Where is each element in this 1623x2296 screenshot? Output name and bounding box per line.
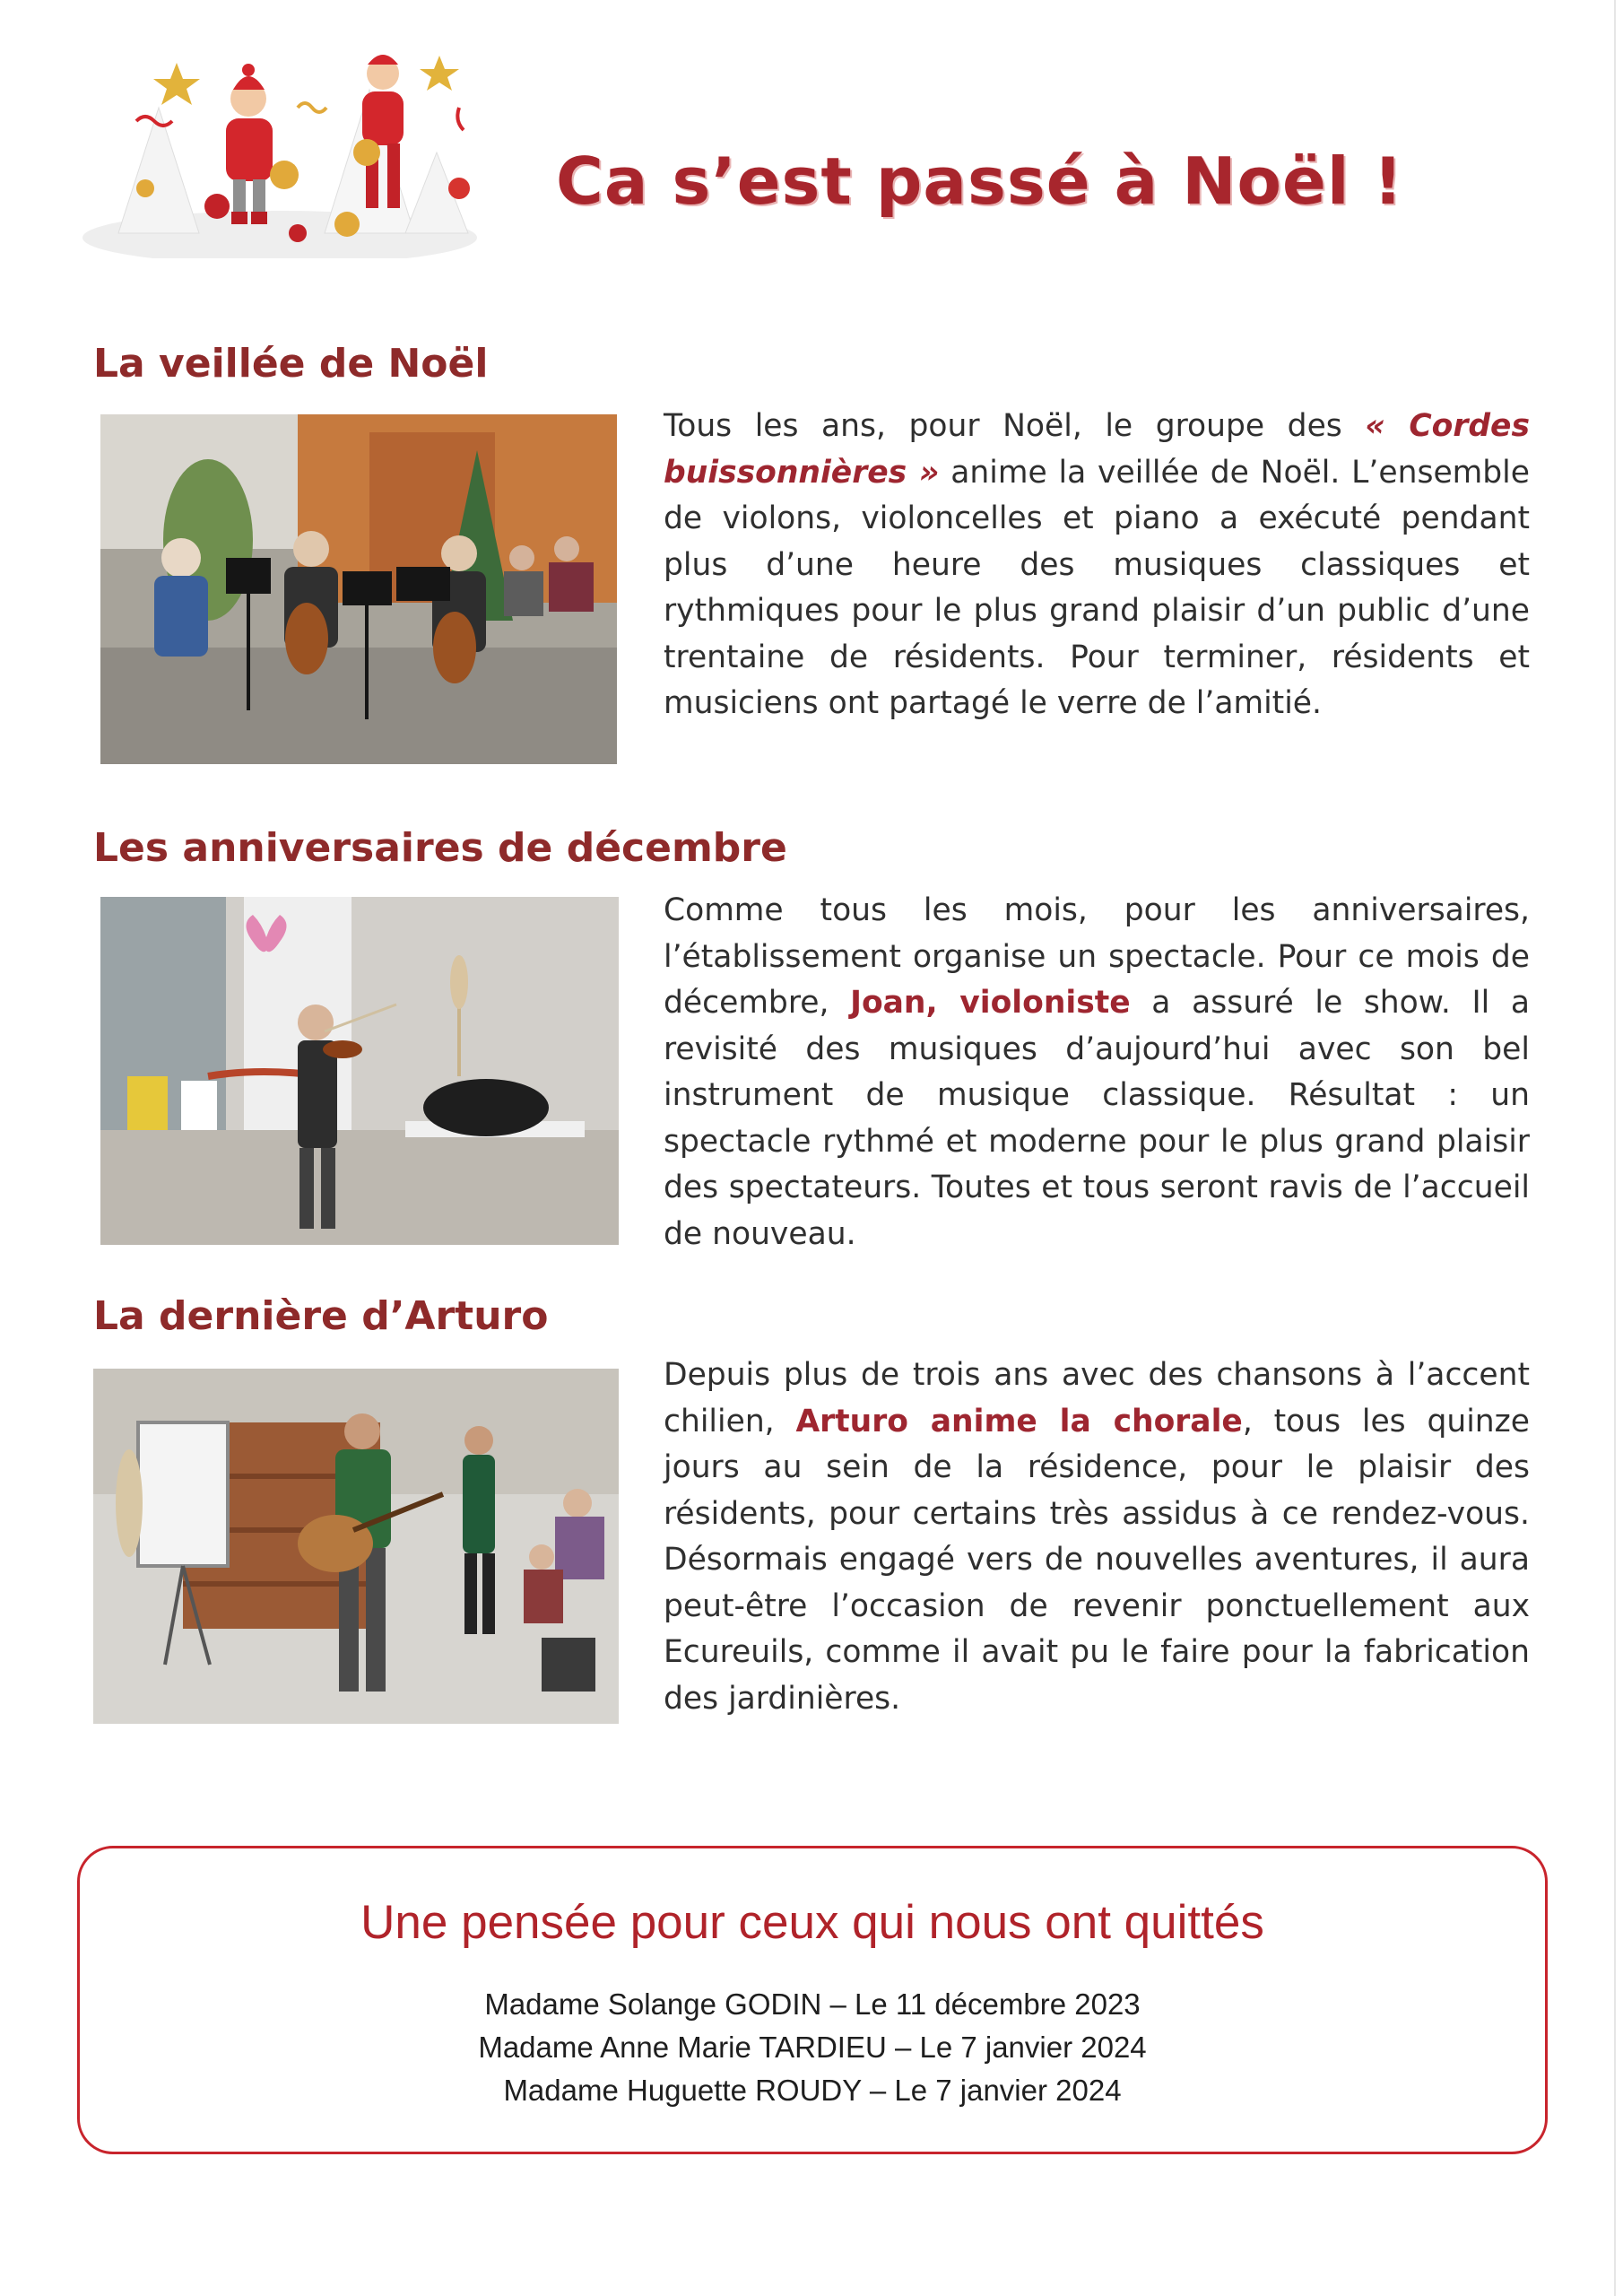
text-run: Comme tous les mois, pour les anniversaires, l’établissement organise un spectacle. Pour ce mois de décembre, (664, 892, 1530, 1021)
section-title-veillee: La veillée de Noël (93, 341, 489, 387)
section-title-arturo: La dernière d’Arturo (93, 1293, 549, 1339)
section-paragraph-arturo (664, 1352, 1530, 1722)
memorial-entry: Madame Solange GODIN – Le 11 décembre 2023 (484, 1987, 1141, 2021)
performer-name-highlight: Joan, violoniste (850, 985, 1131, 1021)
text-run: Depuis plus de trois ans avec des chansons à l’accent chilien, (664, 1357, 1530, 1439)
text-run: , tous les quinze jours au sein de la résidence, pour le plaisir des résidents, pour certains très assidus à ce rendez-vous. Désormais engagé vers de nouvelles aventures, il aura peut-être l’occasion de revenir ponctuellement aux Ecureuils, comme il avait pu le faire pour la fabrication des jardinières. (664, 1403, 1530, 1717)
section-paragraph-veillee (664, 404, 1530, 727)
scan-edge-divider (1614, 0, 1616, 2296)
ensemble-name-highlight: « Cordes buissonnières » (664, 408, 1530, 491)
section-title-anniversaires: Les anniversaires de décembre (93, 825, 787, 871)
text-run: Tous les ans, pour Noël, le groupe des (664, 408, 1366, 444)
photo-string-ensemble (100, 414, 617, 764)
choir-leader-highlight: Arturo anime la chorale (795, 1403, 1243, 1439)
memorial-entry: Madame Anne Marie TARDIEU – Le 7 janvier 2024 (478, 2031, 1147, 2064)
photo-violinist (100, 897, 619, 1245)
section-paragraph-anniversaires (664, 888, 1530, 1257)
text-run: anime la veillée de Noël. L’ensemble de violons, violoncelles et piano a exécuté pendant plus d’une heure des musiques classiques et rythmiques pour le plus grand plaisir d’un public d’une trentaine de résidents. Pour terminer, résidents et musiciens ont partagé le verre de l’amitié. (664, 454, 1530, 721)
memorial-title: Une pensée pour ceux qui nous ont quittés (360, 1896, 1264, 1949)
page-title: Ca s’est passé à Noël ! (556, 144, 1404, 219)
photo-guitarist (93, 1369, 619, 1724)
memorial-entry: Madame Huguette ROUDY – Le 7 janvier 2024 (503, 2074, 1122, 2107)
christmas-decoration-illustration (82, 54, 477, 258)
memorial-box (77, 1846, 1548, 2154)
text-run: a assuré le show. Il a revisité des musiques d’aujourd’hui avec son bel instrument de musique classique. Résultat : un spectacle rythmé et moderne pour le plus grand plaisir des spectateurs. Toutes et tous seront ravis de l’accueil de nouveau. (664, 985, 1530, 1252)
memorial-list (80, 1983, 1545, 2112)
